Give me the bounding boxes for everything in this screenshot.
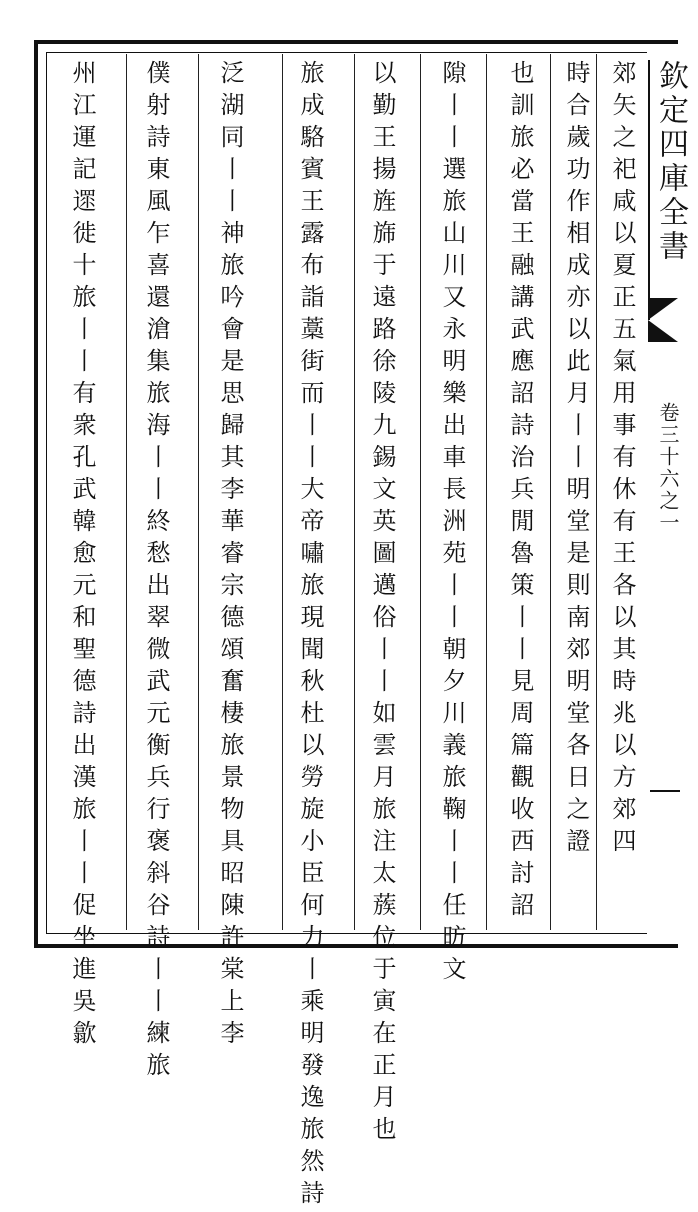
column-rule (596, 54, 597, 930)
column-rule (420, 54, 421, 930)
text-column-5: 以勤王揚旌旆于遠路徐陵九錫文英圖邁俗丨丨如雲月旅注太蔟位于寅在正月也 (368, 60, 396, 1148)
text-column-2: 時合歲功作相成亦以此月丨丨明堂是則南郊明堂各日之證 (562, 60, 590, 860)
margin-volume-label: 卷三十六之一 (656, 402, 680, 534)
text-column-6: 旅成駱賓王露布詣藁街而丨丨大帝嘯旅現聞秋杜以勞旋小臣何力丨乘明發逸旅然詩 (296, 60, 324, 1212)
text-column-7: 泛湖同丨丨神旅吟會是思歸其李華睿宗德頌奮棲旅景物具昭陳許棠上李 (216, 60, 244, 1052)
margin-rule-mark (650, 790, 680, 792)
column-rule (550, 54, 551, 930)
column-rule (198, 54, 199, 930)
text-column-9: 州江運記遝徙十旅丨丨有衆孔武韓愈元和聖德詩出漢旅丨丨促坐進吳歙 (68, 60, 96, 1052)
column-rule (126, 54, 127, 930)
text-column-4: 隙丨丨選旅山川又永明樂出車長洲苑丨丨朝夕川義旅鞠丨丨任昉文 (438, 60, 466, 988)
text-column-3: 也訓旅必當王融講武應詔詩治兵閒魯策丨丨見周篇觀收西討詔 (506, 60, 534, 924)
text-column-8: 僕射詩東風乍喜還滄集旅海丨丨終愁出翠微武元衡兵行褒斜谷詩丨丨練旅 (142, 60, 170, 1084)
margin-book-title: 欽定四庫全書 (648, 60, 690, 320)
fish-tail-mark-icon (648, 298, 678, 342)
column-rule (354, 54, 355, 930)
column-rule (282, 54, 283, 930)
column-rule (486, 54, 487, 930)
text-column-1: 郊矢之祀咸以夏正五氣用事有休有王各以其時兆以方郊四 (608, 60, 636, 860)
